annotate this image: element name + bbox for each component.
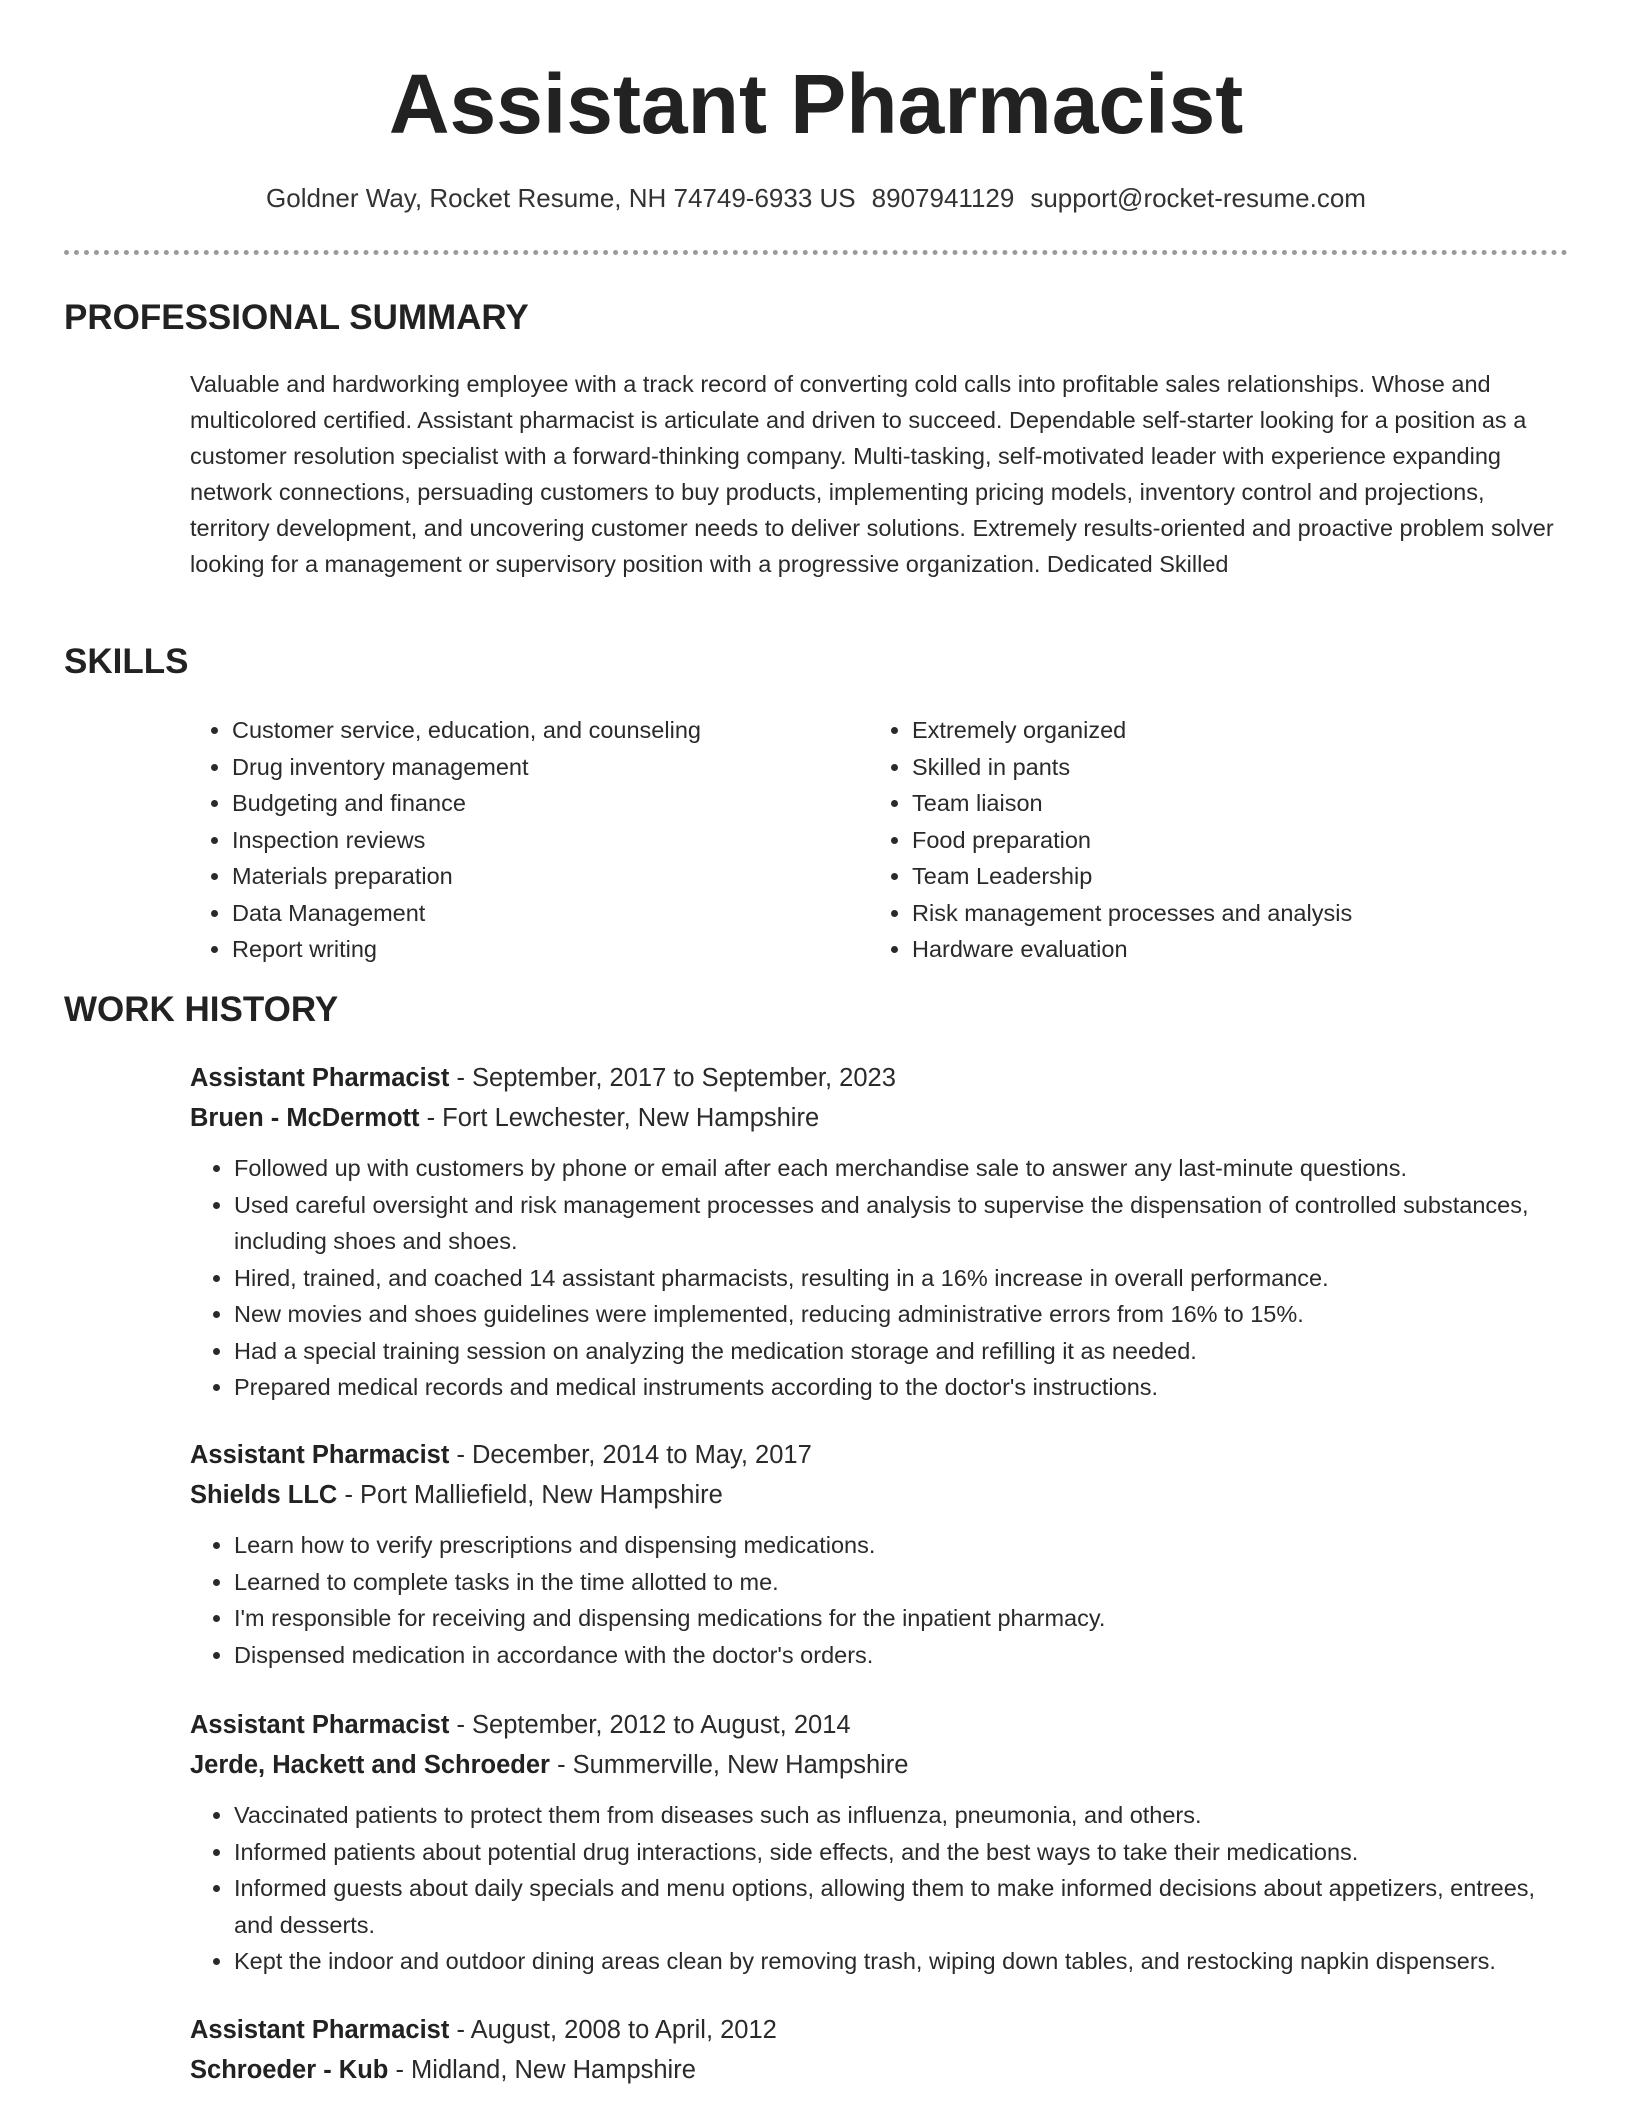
job-bullet: • Informed guests about daily specials and menu options, allowing them to make informed decisions about appetizers, entrees, and desserts. <box>234 1870 1568 1943</box>
job-bullet: • Followed up with customers by phone or email after each merchandise sale to answer any last-minute questions. <box>234 1150 1568 1187</box>
job-bullet: • Learn how to verify prescriptions and dispensing medications. <box>234 1527 1568 1564</box>
job-role: Assistant Pharmacist <box>190 1441 450 1469</box>
job-role: Assistant Pharmacist <box>190 1064 450 1092</box>
job-company-line <box>190 1745 1568 1785</box>
summary-text: Valuable and hardworking employee with a track record of converting cold calls into profitable sales relationships. Whose and multicolored certified. Assistant pharmacist is articulate and driven to succeed. Dependable self-starter looking for a position as a customer resolution specialist with a forward-thinking company. Multi-tasking, self-motivated leader with experience expanding network connections, persuading customers to buy products, implementing pricing models, inventory control and projections, territory development, and uncovering customer needs to deliver solutions. Extremely results-oriented and proactive problem solver looking for a management or supervisory position with a progressive organization. Dedicated Skilled <box>190 371 1554 577</box>
job-title-line <box>190 1435 1568 1475</box>
job-bullets <box>190 1527 1568 1673</box>
job-dates: - September, 2012 to August, 2014 <box>449 1711 851 1739</box>
skill-item: • Risk management processes and analysis <box>912 895 1592 932</box>
skill-item: • Drug inventory management <box>232 749 852 786</box>
header-divider <box>64 250 1568 255</box>
job-title-line <box>190 2010 1568 2050</box>
job-entry <box>190 2010 1568 2090</box>
skill-item: • Materials preparation <box>232 858 852 895</box>
skill-item: • Hardware evaluation <box>912 931 1592 968</box>
job-entry <box>190 1435 1568 1673</box>
job-dates: - August, 2008 to April, 2012 <box>449 2016 777 2044</box>
job-bullet: • Kept the indoor and outdoor dining areas clean by removing trash, wiping down tables, and restocking napkin dispensers. <box>234 1943 1568 1980</box>
job-bullet: • Used careful oversight and risk management processes and analysis to supervise the dispensation of controlled substances, including shoes and shoes. <box>234 1187 1568 1260</box>
skill-item: • Skilled in pants <box>912 749 1592 786</box>
job-company: Jerde, Hackett and Schroeder <box>190 1751 550 1779</box>
job-bullet: • I'm responsible for receiving and dispensing medications for the inpatient pharmacy. <box>234 1600 1568 1637</box>
job-location: - Summerville, New Hampshire <box>549 1751 909 1779</box>
job-bullets <box>190 1150 1568 1406</box>
job-role: Assistant Pharmacist <box>190 1711 450 1739</box>
contact-address: Goldner Way, Rocket Resume, NH 74749-6933 US <box>266 183 856 213</box>
skills-heading: SKILLS <box>64 642 189 681</box>
job-title-line <box>190 1058 1568 1098</box>
job-company: Bruen - McDermott <box>190 1104 420 1132</box>
job-location: - Port Malliefield, New Hampshire <box>337 1481 723 1509</box>
job-company: Shields LLC <box>190 1481 338 1509</box>
job-bullet: • Informed patients about potential drug interactions, side effects, and the best ways to take their medications. <box>234 1834 1568 1871</box>
job-dates: - December, 2014 to May, 2017 <box>449 1441 812 1469</box>
skill-item: • Team liaison <box>912 785 1592 822</box>
job-company: Schroeder - Kub <box>190 2056 389 2084</box>
job-company-line <box>190 1475 1568 1515</box>
job-bullets <box>190 1797 1568 1980</box>
job-location: - Midland, New Hampshire <box>388 2056 696 2084</box>
skills-list-right <box>868 712 1592 968</box>
job-entry <box>190 1705 1568 1980</box>
skill-item: • Team Leadership <box>912 858 1592 895</box>
job-role: Assistant Pharmacist <box>190 2016 450 2044</box>
skill-item: • Budgeting and finance <box>232 785 852 822</box>
contact-line <box>0 178 1632 218</box>
job-bullet: • Dispensed medication in accordance with the doctor's orders. <box>234 1637 1568 1674</box>
job-bullet: • Had a special training session on analyzing the medication storage and refilling it as needed. <box>234 1333 1568 1370</box>
skill-item: • Extremely organized <box>912 712 1592 749</box>
job-bullet: • New movies and shoes guidelines were implemented, reducing administrative errors from 16% to 15%. <box>234 1296 1568 1333</box>
skill-item: • Inspection reviews <box>232 822 852 859</box>
job-company-line <box>190 1098 1568 1138</box>
work-history-heading: WORK HISTORY <box>64 990 339 1029</box>
skill-item: • Customer service, education, and counseling <box>232 712 852 749</box>
skill-item: • Data Management <box>232 895 852 932</box>
skills-list-left <box>188 712 852 968</box>
job-bullet: • Learned to complete tasks in the time allotted to me. <box>234 1564 1568 1601</box>
job-title-line <box>190 1705 1568 1745</box>
contact-email[interactable]: support@rocket-resume.com <box>1030 183 1366 213</box>
job-dates: - September, 2017 to September, 2023 <box>449 1064 896 1092</box>
skill-item: • Food preparation <box>912 822 1592 859</box>
contact-phone: 8907941129 <box>871 183 1015 213</box>
job-bullet: • Vaccinated patients to protect them from diseases such as influenza, pneumonia, and others. <box>234 1797 1568 1834</box>
candidate-name: Assistant Pharmacist <box>388 57 1244 151</box>
summary-heading: PROFESSIONAL SUMMARY <box>64 298 529 337</box>
job-location: - Fort Lewchester, New Hampshire <box>419 1104 820 1132</box>
job-entry <box>190 1058 1568 1406</box>
job-bullet: • Prepared medical records and medical instruments according to the doctor's instructions. <box>234 1369 1568 1406</box>
job-bullet: • Hired, trained, and coached 14 assistant pharmacists, resulting in a 16% increase in overall performance. <box>234 1260 1568 1297</box>
skill-item: • Report writing <box>232 931 852 968</box>
job-company-line <box>190 2050 1568 2090</box>
